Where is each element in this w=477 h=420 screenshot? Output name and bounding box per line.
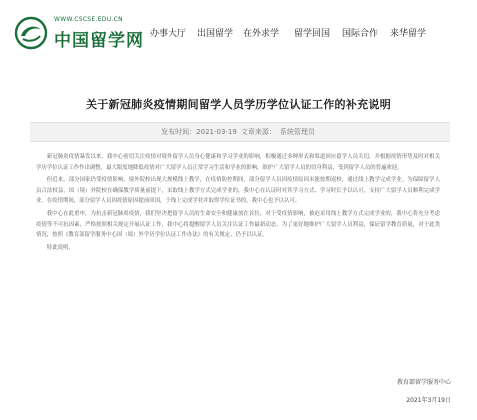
article-paragraph: 新冠肺炎疫情暴发以来，我中心密切关注疫情对境外留学人员身心健康和学习学业的影响，积极通过多种形式和渠道回应留学人员关切，并根据疫情形势及时对相关学历学位认证工作作出调整，最大限度地降低疫情对广大留学人员正常学习生活和学业的影响，维护广大留学人员的切身利益，受到留学人员的普遍欢迎。 (36, 154, 440, 171)
article-meta-bar (30, 122, 450, 142)
article-meta (30, 127, 450, 137)
site-logo[interactable] (14, 12, 144, 56)
nav-item-study-abroad[interactable]: 出国留学 (197, 29, 234, 39)
nav-item-study-in-china[interactable]: 来华留学 (390, 29, 427, 39)
nav-item-service-hall[interactable]: 办事大厅 (150, 29, 187, 39)
logo-name-text: 中国留学网 (54, 31, 144, 51)
article-title: 关于新冠肺炎疫情期间留学人员学历学位认证工作的补充说明 (85, 98, 392, 111)
article-source: 文章来源： (240, 128, 276, 136)
nav-item-return-home[interactable]: 留学回国 (294, 29, 331, 39)
site-header (0, 0, 477, 66)
article-signature (251, 378, 451, 406)
article-paragraph: 特此说明。 (46, 244, 74, 251)
signature-date: 2021年3月19日 (406, 397, 451, 404)
article-author: 系统管理员 (279, 128, 315, 136)
logo-url-text: WWW.CSCSE.EDU.CN (54, 16, 123, 23)
cscse-logo-icon (14, 16, 48, 50)
article-paragraph: 我中心在此重申，为抗击新冠肺炎疫情，我们坚决把留学人员的生命安全和健康放在首位，对于受疫情影响，被迫采用线上教学方式完成学业的，我中心将充分考虑疫情等不可抗因素，严格按照相关规定开展认证工作，我中心将提醒留学人员关注认证工作最新动态，为了更好地维护广大留学人员利益，保证留学教育质量，对于此类情况，按照《教育部留学服务中心国（境）外学历学位认证工作办法》的有关规定，仍予以认证。 (36, 210, 440, 239)
publish-time: 发布时间：2021-03-19 (161, 128, 237, 136)
article-body (36, 152, 440, 255)
nav-item-studying-overseas[interactable]: 在外求学 (243, 29, 280, 39)
nav-item-international-cooperation[interactable]: 国际合作 (342, 29, 379, 39)
signature-org: 教育部留学服务中心 (396, 379, 451, 386)
article-paragraph: 但近来，部分国家仍受疫情影响，境外院校出现大规模线上教学，在疫情防控期间，部分留学人员因疫情原因未能按期返校，通过线上教学完成学业。为保障留学人员合法权益，国（境）外院校在确保教学质量前提下，采取线上教学方式完成学业的，我中心在认证时对其学习方式、学习时长予以认可，支持广大留学人员顺利完成学业，在疫情期间，部分留学人员因疫情原因提前回国，于线上完成学业并取得学位证书的，我中心也予以认可。 (36, 177, 440, 205)
